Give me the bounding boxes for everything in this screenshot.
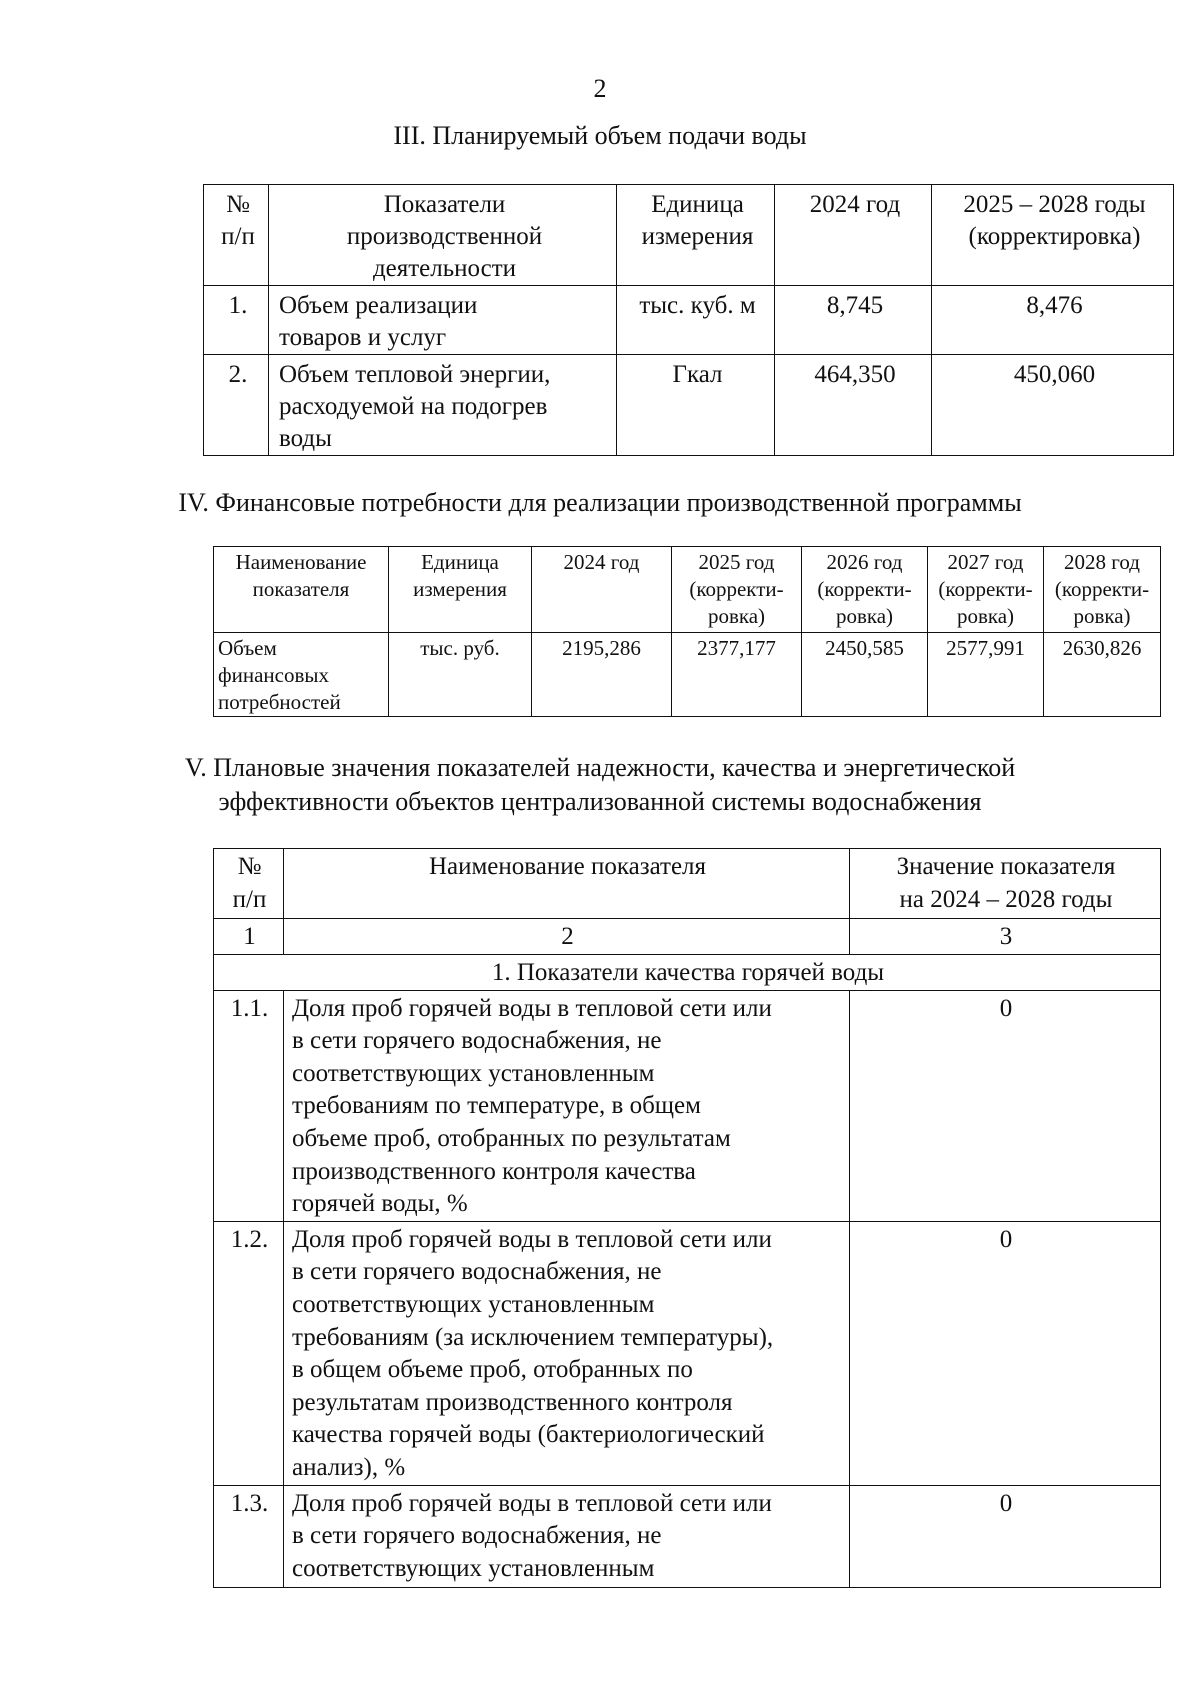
financial-needs-table bbox=[213, 546, 1161, 717]
value-2025-2028: 8,476 bbox=[932, 286, 1174, 355]
table-header-row bbox=[214, 547, 1161, 633]
table-row bbox=[204, 355, 1174, 456]
header-cell: Значение показателя на 2024 – 2028 годы bbox=[850, 849, 1161, 919]
header-cell: Показатели производственной деятельности bbox=[269, 185, 617, 286]
header-cell: Наименование показателя bbox=[214, 547, 389, 633]
row-number: 1.2. bbox=[214, 1221, 284, 1485]
header-cell: 2025 год (корректи- ровка) bbox=[672, 547, 802, 633]
table-row bbox=[214, 1221, 1161, 1485]
unit-cell: тыс. руб. bbox=[389, 633, 532, 717]
unit-cell: тыс. куб. м bbox=[617, 286, 775, 355]
header-cell: Наименование показателя bbox=[284, 849, 850, 919]
value-2024: 8,745 bbox=[775, 286, 932, 355]
header-cell: 2028 год (корректи- ровка) bbox=[1044, 547, 1161, 633]
indicator-value: 0 bbox=[850, 1221, 1161, 1485]
table-header-row bbox=[204, 185, 1174, 286]
header-cell: № п/п bbox=[204, 185, 269, 286]
page-number: 2 bbox=[593, 74, 607, 103]
table-row bbox=[214, 633, 1161, 717]
value-2026: 2450,585 bbox=[802, 633, 928, 717]
header-cell: 2026 год (корректи- ровка) bbox=[802, 547, 928, 633]
section-3-title: III. Планируемый объем подачи воды bbox=[393, 121, 807, 150]
table-row bbox=[214, 990, 1161, 1221]
header-cell: 2025 – 2028 годы (корректировка) bbox=[932, 185, 1174, 286]
group-row bbox=[214, 955, 1161, 991]
indicator-name: Объем финансовых потребностей bbox=[214, 633, 389, 717]
value-2025-2028: 450,060 bbox=[932, 355, 1174, 456]
indicator-name: Доля проб горячей воды в тепловой сети или в сети горячего водоснабжения, не соответствующих установленным требованиям (за исключением температуры), в общем объеме проб, отобранных по результатам производственного контроля качества горячей воды (бактериологический анализ), % bbox=[284, 1221, 850, 1485]
section-5-title-line-1: V. Плановые значения показателей надежности, качества и энергетической bbox=[184, 753, 1016, 782]
value-2028: 2630,826 bbox=[1044, 633, 1161, 717]
value-2024: 464,350 bbox=[775, 355, 932, 456]
header-cell: 2024 год bbox=[775, 185, 932, 286]
indicator-value: 0 bbox=[850, 1485, 1161, 1587]
group-title: 1. Показатели качества горячей воды bbox=[214, 955, 1161, 991]
header-cell: Единица измерения bbox=[617, 185, 775, 286]
section-4-title: IV. Финансовые потребности для реализации производственной программы bbox=[178, 488, 1022, 517]
indicator-name: Доля проб горячей воды в тепловой сети или в сети горячего водоснабжения, не соответствующих установленным bbox=[284, 1485, 850, 1587]
indicator-name: Объем реализации товаров и услуг bbox=[269, 286, 617, 355]
indicator-value: 0 bbox=[850, 990, 1161, 1221]
column-number: 1 bbox=[214, 919, 284, 955]
column-number: 2 bbox=[284, 919, 850, 955]
row-number: 1. bbox=[204, 286, 269, 355]
column-number-row bbox=[214, 919, 1161, 955]
header-cell: № п/п bbox=[214, 849, 284, 919]
value-2027: 2577,991 bbox=[928, 633, 1044, 717]
table-row bbox=[214, 1485, 1161, 1587]
table-header-row bbox=[214, 849, 1161, 919]
header-cell: 2027 год (корректи- ровка) bbox=[928, 547, 1044, 633]
row-number: 1.1. bbox=[214, 990, 284, 1221]
header-cell: Единица измерения bbox=[389, 547, 532, 633]
indicator-name: Объем тепловой энергии, расходуемой на подогрев воды bbox=[269, 355, 617, 456]
header-cell: 2024 год bbox=[532, 547, 672, 633]
row-number: 1.3. bbox=[214, 1485, 284, 1587]
column-number: 3 bbox=[850, 919, 1161, 955]
indicator-name: Доля проб горячей воды в тепловой сети или в сети горячего водоснабжения, не соответствующих установленным требованиям по температуре, в общем объеме проб, отобранных по результатам производственного контроля качества горячей воды, % bbox=[284, 990, 850, 1221]
section-5-title-line-2: эффективности объектов централизованной системы водоснабжения bbox=[218, 787, 982, 816]
row-number: 2. bbox=[204, 355, 269, 456]
value-2025: 2377,177 bbox=[672, 633, 802, 717]
table-row bbox=[204, 286, 1174, 355]
value-2024: 2195,286 bbox=[532, 633, 672, 717]
water-supply-volume-table bbox=[203, 184, 1174, 456]
unit-cell: Гкал bbox=[617, 355, 775, 456]
reliability-indicators-table bbox=[213, 848, 1161, 1588]
